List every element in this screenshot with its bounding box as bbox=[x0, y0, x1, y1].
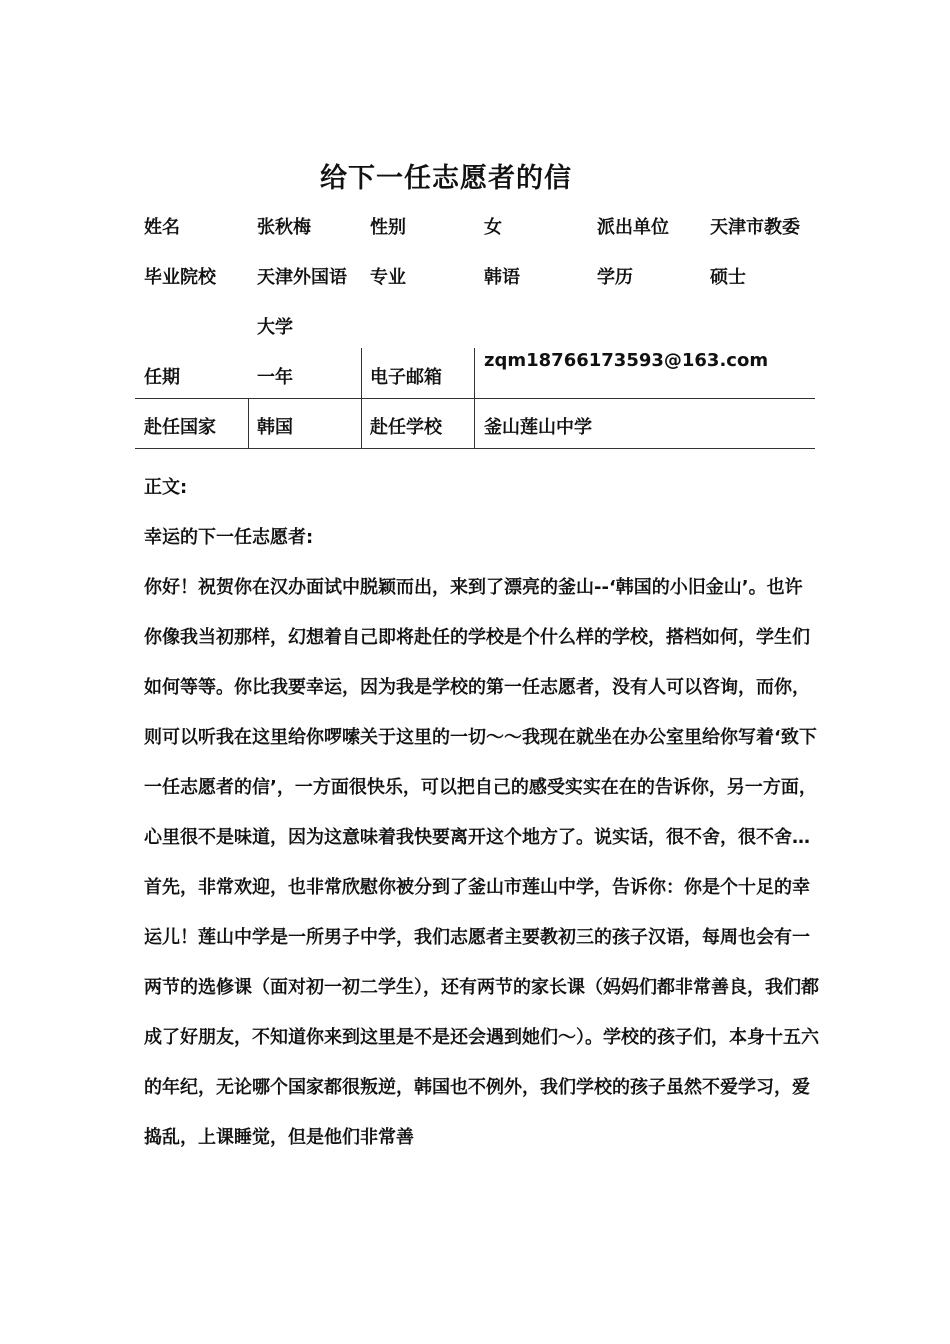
school-value-line2: 大学 bbox=[257, 317, 293, 338]
email-value: zqm18766173593@163.com bbox=[484, 350, 769, 371]
name-label: 姓名 bbox=[144, 217, 180, 238]
major-label: 专业 bbox=[370, 267, 406, 288]
paragraph: 首先，非常欢迎，也非常欣慰你被分到了釜山市莲山中学，告诉你：你是个十足的幸运儿！莲山中学是一所男子中学，我们志愿者主要教初三的孩子汉语，每周也会有一两节的选修课（面对初一初二学生），还有两节的家长课（妈妈们都非常善良，我们都成了好朋友，不知道你来到这里是不是还会遇到她们～）。学校的孩子们，本身十五六的年纪，无论哪个国家都很叛逆，韩国也不例外，我们学校的孩子虽然不爱学习，爱捣乱，上课睡觉，但是他们非常善 bbox=[144, 877, 819, 1148]
country-value: 韩国 bbox=[257, 417, 293, 438]
major-value: 韩语 bbox=[484, 267, 520, 288]
table-divider bbox=[248, 398, 249, 448]
page-title: 给下一任志愿者的信 bbox=[320, 163, 572, 194]
post-school-label: 赴任学校 bbox=[370, 417, 442, 438]
table-divider bbox=[135, 448, 815, 449]
table-divider bbox=[135, 398, 815, 399]
country-label: 赴任国家 bbox=[144, 417, 216, 438]
paragraph: 你好！祝贺你在汉办面试中脱颖而出，来到了漂亮的釜山--‘韩国的小旧金山’。也许你像我当初那样，幻想着自己即将赴任的学校是个什么样的学校，搭档如何，学生们如何等等。你比我要幸运，因为我是学校的第一任志愿者，没有人可以咨询，而你，则可以听我在这里给你啰嗦关于这里的一切～～我现在就坐在办公室里给你写着‘致下一任志愿者的信’，一方面很快乐，可以把自己的感受实实在在的告诉你，另一方面，心里很不是味道，因为这意味着我快要离开这个地方了。说实话，很不舍，很不舍… bbox=[144, 577, 817, 848]
post-school-value: 釜山莲山中学 bbox=[484, 417, 592, 438]
name-value: 张秋梅 bbox=[257, 217, 311, 238]
table-divider bbox=[474, 348, 475, 448]
body-heading: 正文: bbox=[144, 477, 188, 498]
term-label: 任期 bbox=[144, 367, 180, 388]
term-value: 一年 bbox=[257, 367, 293, 388]
letter-body bbox=[144, 463, 819, 1163]
school-label: 毕业院校 bbox=[144, 267, 216, 288]
school-value-line1: 天津外国语 bbox=[257, 267, 347, 288]
degree-label: 学历 bbox=[597, 267, 633, 288]
degree-value: 硕士 bbox=[710, 267, 746, 288]
unit-value: 天津市教委 bbox=[710, 217, 800, 238]
table-divider bbox=[361, 348, 362, 448]
salutation: 幸运的下一任志愿者: bbox=[144, 527, 314, 548]
gender-label: 性别 bbox=[370, 217, 406, 238]
gender-value: 女 bbox=[484, 217, 502, 238]
email-label: 电子邮箱 bbox=[370, 367, 442, 388]
unit-label: 派出单位 bbox=[597, 217, 669, 238]
